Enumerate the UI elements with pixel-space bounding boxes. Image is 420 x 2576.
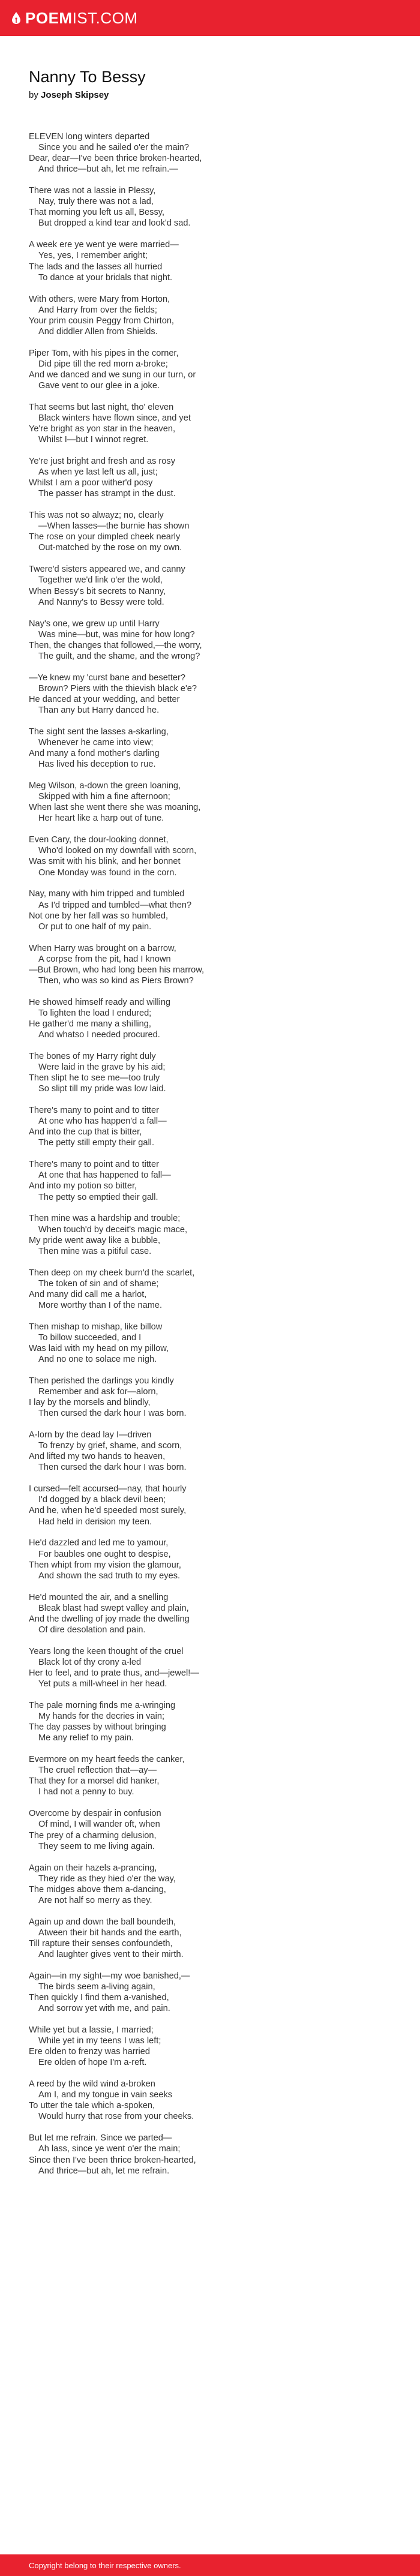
- poem-line: —When lasses—the burnie has shown: [38, 521, 190, 532]
- poem-line: The lads and the lasses all hurried: [29, 262, 163, 272]
- stanza: [29, 834, 391, 878]
- poem-line: Are not half so merry as they.: [38, 1895, 152, 1905]
- poem-line: When Bessy's bit secrets to Nanny,: [29, 586, 166, 596]
- poem-line: Nay, many with him tripped and tumbled: [29, 889, 185, 899]
- poem-line: The cruel reflection that—ay—: [38, 1766, 157, 1776]
- stanza: [29, 1917, 391, 1960]
- poem-line: And no one to solace me nigh.: [38, 1355, 157, 1365]
- site-logo[interactable]: [11, 9, 138, 28]
- poem-line: As I'd tripped and tumbled—what then?: [38, 900, 192, 910]
- poem-line: Whilst I—but I winnot regret.: [38, 435, 149, 445]
- stanza: [29, 131, 391, 175]
- poem-line: And thrice—but ah, let me refrain.—: [38, 164, 178, 175]
- poem-line: Again—in my sight—my woe banished,—: [29, 1971, 190, 1981]
- poem-line: The pale morning finds me a-wringing: [29, 1700, 176, 1710]
- poem-line: Even Cary, the dour-looking donnet,: [29, 835, 169, 845]
- poem-line: And the dwelling of joy made the dwelling: [29, 1614, 190, 1624]
- poem-line: The day passes by without bringing: [29, 1722, 166, 1733]
- stanza: [29, 997, 391, 1040]
- poem-line: Meg Wilson, a-down the green loaning,: [29, 781, 181, 791]
- poem-line: Had held in derision my teen.: [38, 1517, 152, 1527]
- poem-line: Whenever he came into view;: [38, 737, 154, 747]
- poem-line: Then mine was a hardship and trouble;: [29, 1214, 181, 1224]
- poem-line: Then cursed the dark hour I was born.: [38, 1409, 187, 1419]
- poem-line: Overcome by despair in confusion: [29, 1809, 161, 1819]
- poem-line: Then deep on my cheek burn'd the scarlet,: [29, 1268, 195, 1278]
- poem-line: And he, when he'd speeded most surely,: [29, 1506, 187, 1516]
- poem-line: He'd dazzled and led me to yamour,: [29, 1538, 169, 1548]
- ink-drop-icon: [11, 11, 22, 25]
- poem-line: The prey of a charming delusion,: [29, 1830, 157, 1841]
- poem-line: Gave vent to our glee in a joke.: [38, 380, 160, 391]
- poem-line: Has lived his deception to rue.: [38, 759, 156, 770]
- poem-line: Then, who was so kind as Piers Brown?: [38, 975, 194, 986]
- poem-line: The bones of my Harry right duly: [29, 1051, 156, 1061]
- poem-line: The rose on your dimpled cheek nearly: [29, 532, 181, 542]
- poem-line: When last she went there she was moaning,: [29, 803, 201, 813]
- poem-line: My pride went away like a bubble,: [29, 1235, 161, 1245]
- poem-line: Dear, dear—I've been thrice broken-hearted,: [29, 154, 202, 164]
- stanza: [29, 456, 391, 499]
- poem-line: Nay's one, we grew up until Harry: [29, 619, 160, 629]
- stanza: [29, 1863, 391, 1906]
- poem-body: [29, 131, 391, 2176]
- poem-line: Her to feel, and to prate thus, and—jewel!—: [29, 1668, 199, 1678]
- poem-line: While yet but a lassie, I married;: [29, 2025, 154, 2035]
- poem-line: One Monday was found in the corn.: [38, 867, 177, 878]
- logo-light: IST.COM: [72, 8, 138, 27]
- poem-line: Am I, and my tongue in vain seeks: [38, 2090, 173, 2100]
- logo-bold: POEM: [25, 8, 73, 27]
- stanza: [29, 619, 391, 662]
- poem-line: A week ere ye went ye were married—: [29, 240, 179, 250]
- poem-line: To dance at your bridals that night.: [38, 272, 173, 283]
- poem-line: —Ye knew my 'curst bane and besetter?: [29, 672, 186, 683]
- poem-line: And Harry from over the fields;: [38, 305, 157, 315]
- poem-line: Skipped with him a fine afternoon;: [38, 792, 170, 802]
- stanza: [29, 1105, 391, 1148]
- poem-line: For baubles one ought to despise,: [38, 1549, 171, 1559]
- poem-line: The guilt, and the shame, and the wrong?: [38, 651, 200, 661]
- poem-line: And diddler Allen from Shields.: [38, 326, 158, 337]
- stanza: [29, 1213, 391, 1256]
- stanza: [29, 1322, 391, 1365]
- stanza: [29, 1971, 391, 2014]
- poem-line: I lay by the morsels and blindly,: [29, 1398, 151, 1408]
- stanza: [29, 1808, 391, 1851]
- poem-line: And into the cup that is bitter,: [29, 1127, 142, 1137]
- poem-line: They seem to me living again.: [38, 1841, 155, 1851]
- poem-line: And many a fond mother's darling: [29, 749, 160, 759]
- poem-line: And shown the sad truth to my eyes.: [38, 1571, 181, 1581]
- poem-line: And into my potion so bitter,: [29, 1181, 137, 1191]
- poem-line: He danced at your wedding, and better: [29, 694, 180, 704]
- poem-line: The birds seem a-living again,: [38, 1981, 155, 1992]
- author-name[interactable]: Joseph Skipsey: [41, 90, 109, 100]
- stanza: [29, 1430, 391, 1473]
- stanza: [29, 402, 391, 445]
- poem-line: The petty so emptied their gall.: [38, 1192, 158, 1202]
- poem-line: And lifted my two hands to heaven,: [29, 1452, 166, 1462]
- poem-line: Piper Tom, with his pipes in the corner,: [29, 348, 179, 358]
- poem-line: Then whipt from my vision the glamour,: [29, 1560, 181, 1570]
- stanza: [29, 1538, 391, 1581]
- poem-line: And many did call me a harlot,: [29, 1289, 147, 1299]
- poem-line: Or put to one half of my pain.: [38, 921, 152, 932]
- poem-line: Who'd looked on my downfall with scorn,: [38, 846, 197, 856]
- poem-line: To utter the tale which a-spoken,: [29, 2101, 155, 2111]
- poem-line: And sorrow yet with me, and pain.: [38, 2004, 170, 2014]
- poem-line: Then cursed the dark hour I was born.: [38, 1463, 187, 1473]
- poem-line: And laughter gives vent to their mirth.: [38, 1949, 184, 1959]
- poem-line: He'd mounted the air, and a snelling: [29, 1592, 169, 1602]
- poem-line: To frenzy by grief, shame, and scorn,: [38, 1441, 182, 1451]
- poem-line: Whilst I am a poor wither'd posy: [29, 478, 153, 488]
- stanza: [29, 510, 391, 553]
- poem-line: But dropped a kind tear and look'd sad.: [38, 218, 191, 229]
- poem-line: Remember and ask for—alorn,: [38, 1387, 158, 1397]
- poem-line: The passer has strampt in the dust.: [38, 489, 176, 499]
- stanza: [29, 2079, 391, 2122]
- poem-line: And thrice—but ah, let me refrain.: [38, 2166, 170, 2176]
- stanza: [29, 294, 391, 337]
- poem-line: There was not a lassie in Plessy,: [29, 186, 156, 196]
- stanza: [29, 1051, 391, 1094]
- poem-line: Of dire desolation and pain.: [38, 1625, 146, 1635]
- poem-line: But let me refrain. Since we parted—: [29, 2133, 172, 2143]
- stanza: [29, 1754, 391, 1797]
- stanza: [29, 2025, 391, 2068]
- stanza: [29, 1592, 391, 1635]
- stanza: [29, 943, 391, 986]
- poem-line: Since you and he sailed o'er the main?: [38, 143, 190, 153]
- poem-line: My hands for the decries in vain;: [38, 1712, 165, 1722]
- site-footer: [0, 2554, 420, 2576]
- poem-line: Since then I've been thrice broken-hearted,: [29, 2155, 196, 2165]
- poem-line: Yes, yes, I remember aright;: [38, 251, 148, 261]
- stanza: [29, 1268, 391, 1311]
- poem-line: The petty still empty their gall.: [38, 1138, 155, 1148]
- poem-line: Then, the changes that followed,—the worry,: [29, 640, 202, 650]
- poem-line: The sight sent the lasses a-skarling,: [29, 726, 169, 737]
- poem-line: Were laid in the grave by his aid;: [38, 1062, 166, 1073]
- poem-line: Me any relief to my pain.: [38, 1733, 134, 1743]
- poem-line: He showed himself ready and willing: [29, 997, 171, 1007]
- poem-line: Was smit with his blink, and her bonnet: [29, 857, 181, 867]
- poem-line: Was mine—but, was mine for how long?: [38, 629, 195, 640]
- byline-prefix: by: [29, 90, 38, 100]
- poem-line: Evermore on my heart feeds the canker,: [29, 1755, 185, 1765]
- poem-line: And we danced and we sung in our turn, or: [29, 370, 196, 380]
- site-header: [0, 0, 420, 36]
- poem-line: There's many to point and to titter: [29, 1106, 159, 1116]
- poem-line: That they for a morsel did hanker,: [29, 1776, 160, 1787]
- poem-line: When touch'd by deceit's magic mace,: [38, 1224, 188, 1235]
- poem-line: Again on their hazels a-prancing,: [29, 1863, 157, 1873]
- poem-line: To lighten the load I endured;: [38, 1008, 152, 1018]
- stanza: [29, 888, 391, 932]
- copyright-text: Copyright belong to their respective owners.: [29, 2560, 181, 2570]
- poem-line: Till rapture their senses confoundeth,: [29, 1938, 173, 1948]
- poem-line: Bleak blast had swept valley and plain,: [38, 1603, 189, 1613]
- poem-line: Would hurry that rose from your cheeks.: [38, 2112, 194, 2122]
- poem-line: ELEVEN long winters departed: [29, 132, 150, 142]
- poem-line: Black lot of thy crony a-led: [38, 1657, 142, 1667]
- poem-line: Then mine was a pitiful case.: [38, 1246, 152, 1256]
- poem-line: With others, were Mary from Horton,: [29, 294, 170, 304]
- stanza: [29, 2133, 391, 2176]
- poem-line: Not one by her fall was so humbled,: [29, 911, 169, 921]
- stanza: [29, 1484, 391, 1527]
- poem-line: A-lorn by the dead lay I—driven: [29, 1430, 152, 1440]
- poem-line: A corpse from the pit, had I known: [38, 954, 171, 964]
- stanza: [29, 780, 391, 824]
- poem-line: —But Brown, who had long been his marrow,: [29, 965, 205, 975]
- stanza: [29, 185, 391, 229]
- poem-line: More worthy than I of the name.: [38, 1300, 163, 1310]
- poem-line: There's many to point and to titter: [29, 1160, 159, 1170]
- poem-line: They ride as they hied o'er the way,: [38, 1874, 176, 1884]
- poem-line: This was not so alwayz; no, clearly: [29, 511, 164, 521]
- byline: [29, 90, 391, 100]
- stanza: [29, 564, 391, 607]
- poem-line: When Harry was brought on a barrow,: [29, 943, 176, 953]
- stanza: [29, 1646, 391, 1689]
- poem-line: I had not a penny to buy.: [38, 1787, 134, 1797]
- poem-line: Out-matched by the rose on my own.: [38, 543, 182, 553]
- poem-line: Her heart like a harp out of tune.: [38, 813, 164, 824]
- poem-content: [29, 67, 391, 2187]
- poem-title: Nanny To Bessy: [29, 68, 146, 86]
- poem-line: At one that has happened to fall—: [38, 1170, 171, 1181]
- poem-line: I'd dogged by a black devil been;: [38, 1495, 166, 1505]
- poem-line: As when ye last left us all, just;: [38, 467, 158, 478]
- stanza: [29, 1159, 391, 1202]
- logo-text: [25, 9, 138, 28]
- poem-line: A reed by the wild wind a-broken: [29, 2079, 155, 2089]
- poem-line: Brown? Piers with the thievish black e'e?: [38, 683, 197, 693]
- poem-line: Ere olden of hope I'm a-reft.: [38, 2058, 147, 2068]
- stanza: [29, 239, 391, 283]
- poem-line: That morning you left us all, Bessy,: [29, 208, 165, 218]
- poem-line: Ye're bright as yon star in the heaven,: [29, 424, 176, 434]
- stanza: [29, 1376, 391, 1419]
- poem-line: Ye're just bright and fresh and as rosy: [29, 457, 175, 467]
- stanza: [29, 348, 391, 391]
- poem-line: At one who has happen'd a fall—: [38, 1116, 167, 1127]
- stanza: [29, 1700, 391, 1743]
- poem-line: Atween their bit hands and the earth,: [38, 1928, 182, 1938]
- poem-line: Then perished the darlings you kindly: [29, 1376, 174, 1386]
- poem-line: Yet puts a mill-wheel in her head.: [38, 1679, 167, 1689]
- poem-line: I cursed—felt accursed—nay, that hourly: [29, 1484, 187, 1494]
- stanza: [29, 672, 391, 716]
- poem-line: The midges above them a-dancing,: [29, 1884, 166, 1895]
- stanza: [29, 726, 391, 770]
- poem-line: Your prim cousin Peggy from Chirton,: [29, 316, 174, 326]
- poem-line: Did pipe till the red morn a-broke;: [38, 359, 168, 369]
- poem-line: To billow succeeded, and I: [38, 1332, 142, 1343]
- poem-line: He gather'd me many a shilling,: [29, 1019, 151, 1029]
- poem-line: Then mishap to mishap, like billow: [29, 1322, 163, 1332]
- poem-line: Nay, truly there was not a lad,: [38, 197, 154, 207]
- poem-line: Black winters have flown since, and yet: [38, 413, 191, 423]
- poem-line: Was laid with my head on my pillow,: [29, 1343, 169, 1353]
- poem-line: While yet in my teens I was left;: [38, 2036, 161, 2046]
- poem-line: Ah lass, since ye went o'er the main;: [38, 2144, 181, 2154]
- poem-line: Than any but Harry danced he.: [38, 705, 160, 715]
- poem-line: That seems but last night, tho' eleven: [29, 402, 174, 412]
- poem-line: The token of sin and of shame;: [38, 1278, 159, 1289]
- poem-line: Years long the keen thought of the cruel: [29, 1646, 184, 1656]
- poem-line: Together we'd link o'er the wold,: [38, 575, 163, 586]
- poem-line: And whatso I needed procured.: [38, 1030, 160, 1040]
- poem-line: Twere'd sisters appeared we, and canny: [29, 565, 185, 575]
- poem-line: Ere olden to frenzy was harried: [29, 2047, 150, 2057]
- poem-line: Again up and down the ball boundeth,: [29, 1917, 176, 1927]
- poem-line: And Nanny's to Bessy were told.: [38, 597, 164, 607]
- poem-line: So slipt till my pride was low laid.: [38, 1084, 166, 1094]
- poem-line: Of mind, I will wander oft, when: [38, 1820, 160, 1830]
- poem-line: Then slipt he to see me—too truly: [29, 1073, 160, 1083]
- poem-line: Then quickly I find them a-vanished,: [29, 1993, 169, 2003]
